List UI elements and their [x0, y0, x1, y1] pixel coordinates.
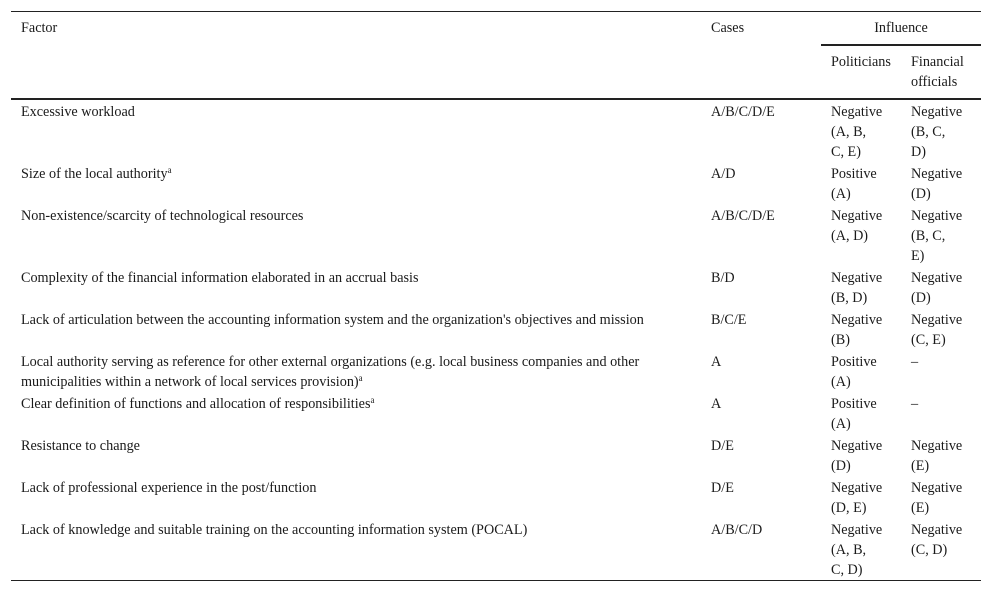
cases-cell: B/D: [711, 270, 735, 286]
factor-cell: Complexity of the financial information elaborated in an accrual basis: [21, 270, 419, 286]
financial-officials-cell: Negative (C, D): [901, 518, 981, 581]
table-row: [11, 266, 981, 308]
table-row: [11, 518, 981, 581]
cases-cell: D/E: [711, 438, 734, 454]
financial-officials-cell: Negative (E): [911, 480, 963, 516]
factor-cell: Clear definition of functions and allocation of responsibilities$^a$: [21, 395, 375, 412]
politicians-cell: Negative (A, B, C, E): [831, 104, 883, 160]
factor-cell: Lack of knowledge and suitable training on the accounting information system (POCAL): [11, 518, 701, 581]
politicians-cell: Positive (A): [831, 354, 877, 390]
politicians-cell: Negative (B, D): [831, 270, 883, 306]
financial-officials-cell: Negative (B, C, D): [911, 104, 963, 160]
table-row: [11, 99, 981, 162]
financial-officials-cell: Negative (E): [911, 438, 963, 474]
cases-cell: B/C/E: [711, 312, 747, 328]
factor-cell: Non-existence/scarcity of technological resources: [21, 208, 304, 224]
politicians-cell: Negative (B): [831, 312, 883, 348]
header-factor: Factor: [11, 12, 701, 100]
factor-cell: Lack of articulation between the accounting information system and the organization's objectives and mission: [21, 312, 644, 328]
politicians-cell: Negative (D, E): [831, 480, 883, 516]
factor-cell: Lack of professional experience in the post/function: [21, 480, 317, 496]
footnote-marker: a: [358, 373, 363, 383]
financial-officials-cell: Negative (C, E): [911, 312, 963, 348]
table-row: [11, 434, 981, 476]
factors-table: [11, 11, 981, 581]
financial-officials-cell: –: [911, 396, 919, 412]
cases-cell: A/B/C/D/E: [711, 208, 775, 224]
table-body: [11, 99, 981, 581]
header-politicians: Politicians: [821, 46, 901, 99]
politicians-cell: Positive (A): [831, 166, 877, 202]
footnote-marker: a: [370, 395, 375, 405]
financial-officials-cell: Negative (B, C, E): [911, 208, 963, 264]
factor-cell: Resistance to change: [21, 438, 140, 454]
politicians-cell: Negative (A, B, C, D): [821, 518, 901, 581]
cases-cell: A/D: [711, 166, 736, 182]
cases-cell: A/B/C/D/E: [711, 104, 775, 120]
factor-cell: Excessive workload: [21, 104, 135, 120]
factor-cell: Size of the local authority$^a$: [21, 165, 172, 182]
footnote-marker: a: [167, 165, 172, 175]
cases-cell: A: [711, 354, 722, 370]
factor-cell: Local authority serving as reference for other external organizations (e.g. local business companies and other municipalities within a network of local services provision)$^a$: [21, 354, 640, 390]
politicians-cell: Positive (A): [831, 396, 877, 432]
cases-cell: A/B/C/D: [701, 518, 821, 581]
politicians-cell: Negative (A, D): [831, 208, 883, 244]
financial-officials-cell: Negative (D): [911, 270, 963, 306]
header-financial-officials: Financial officials: [901, 46, 981, 99]
table-row: [11, 392, 981, 434]
table-row: [11, 204, 981, 266]
header-cases: Cases: [701, 12, 821, 100]
cases-cell: D/E: [711, 480, 734, 496]
header-influence: Influence: [821, 12, 981, 47]
financial-officials-cell: Negative (D): [911, 166, 963, 202]
financial-officials-cell: –: [911, 354, 919, 370]
politicians-cell: Negative (D): [831, 438, 883, 474]
table-row: [11, 162, 981, 204]
table-row: [11, 350, 981, 392]
table-row: [11, 308, 981, 350]
cases-cell: A: [711, 396, 722, 412]
table-row: [11, 476, 981, 518]
